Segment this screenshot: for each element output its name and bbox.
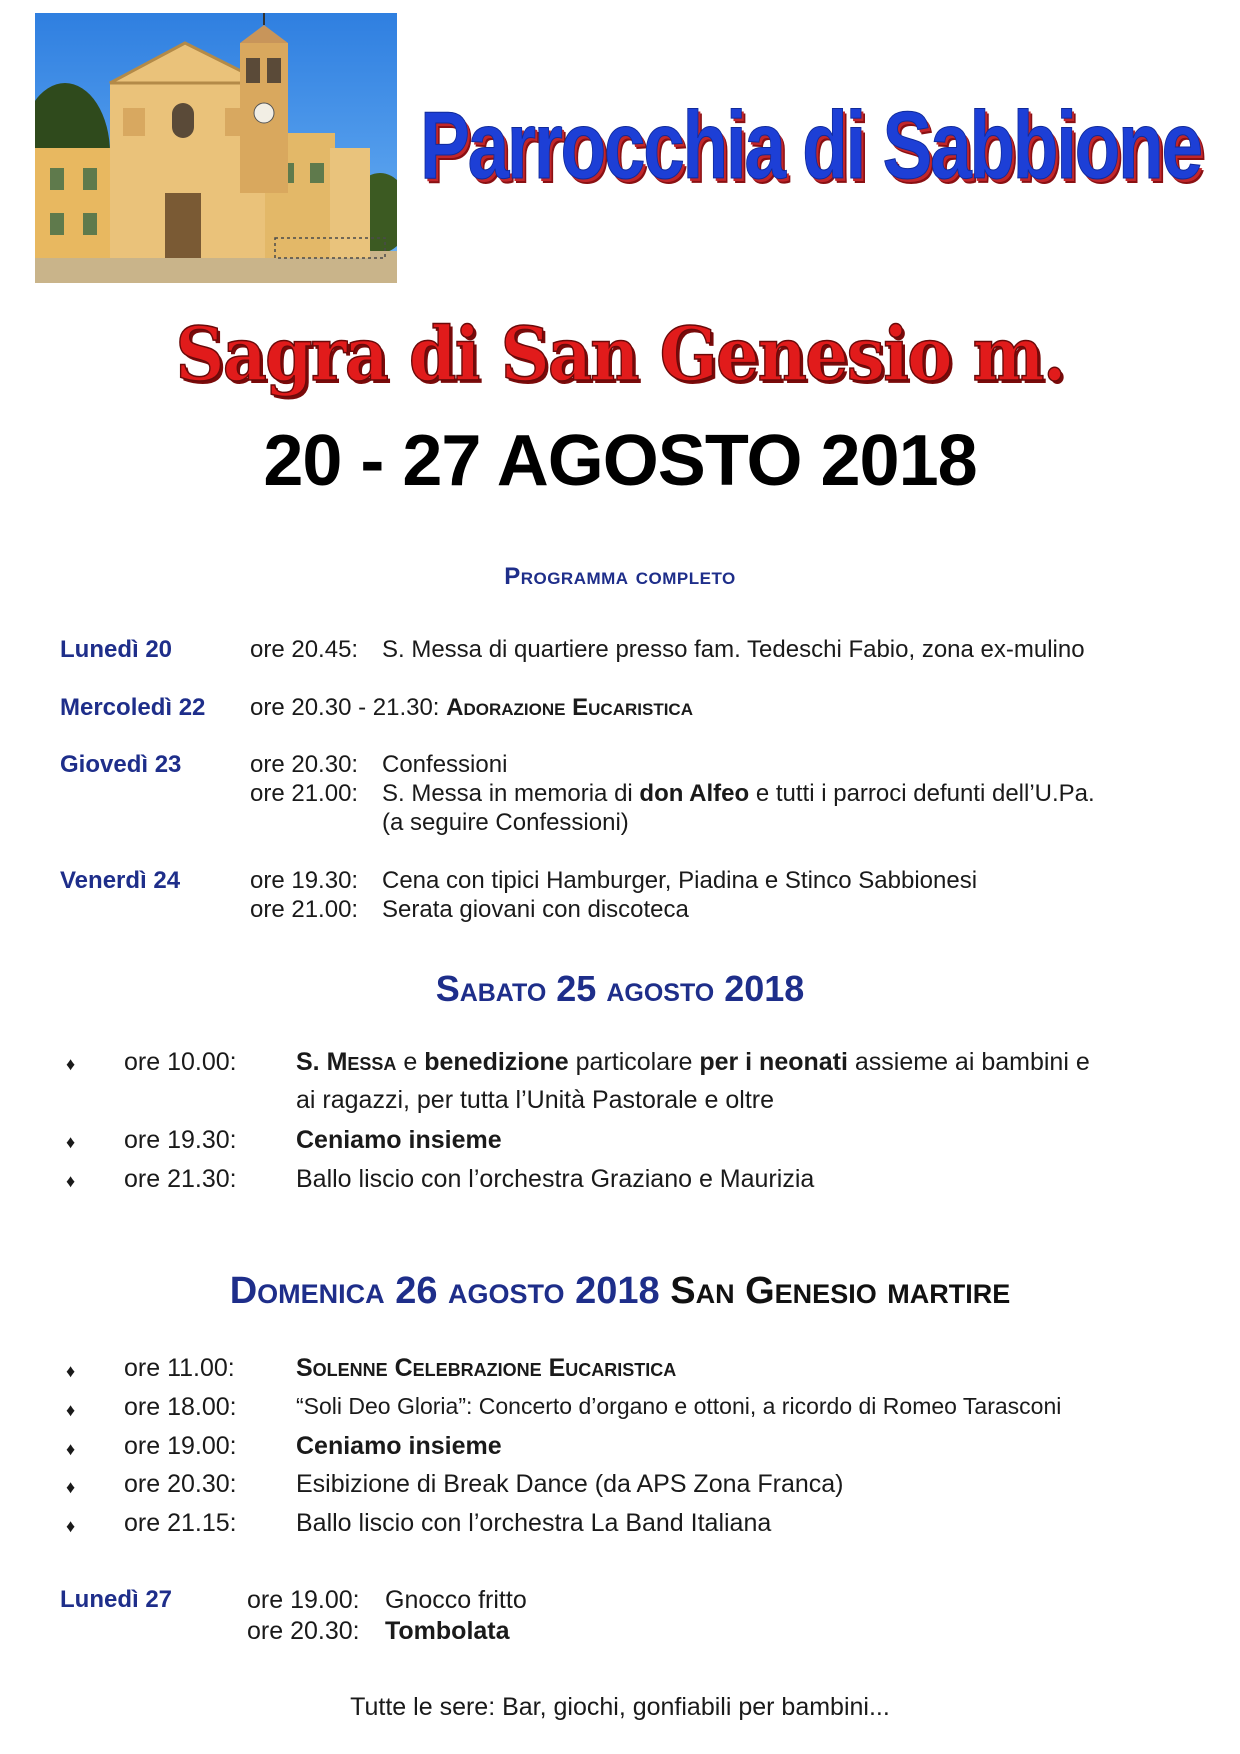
- bullet: ♦: [66, 1361, 76, 1381]
- schedule-line: ore 19.00: Gnocco fritto: [247, 1586, 527, 1614]
- item-text: Ballo liscio con l’orchestra Graziano e Maurizia: [296, 1165, 815, 1193]
- bullet: ♦: [66, 1400, 76, 1420]
- item-time: ore 18.00:: [124, 1393, 237, 1421]
- item-text: Ceniamo insieme: [296, 1126, 502, 1154]
- parish-title: Parrocchia di Sabbione: [420, 92, 1201, 199]
- bullet: ♦: [66, 1439, 76, 1459]
- day-label: Lunedì 27: [60, 1586, 173, 1613]
- bullet: ♦: [66, 1132, 76, 1152]
- bullet: ♦: [66, 1477, 76, 1497]
- schedule-line: ore 19.30: Cena con tipici Hamburger, Piadina e Stinco Sabbionesi: [250, 867, 978, 894]
- schedule-line: ore 20.30: Confessioni: [250, 751, 508, 778]
- item-text: Ceniamo insieme: [296, 1432, 502, 1460]
- item-text: Esibizione di Break Dance (da APS Zona Franca): [296, 1470, 844, 1498]
- item-text-continued: ai ragazzi, per tutta l’Unità Pastorale e oltre: [296, 1086, 775, 1114]
- bullet: ♦: [66, 1171, 76, 1191]
- item-time: ore 19.30:: [124, 1126, 237, 1154]
- item-time: ore 11.00:: [124, 1354, 235, 1382]
- item-text: “Soli Deo Gloria”: Concerto d’organo e ottoni, a ricordo di Romeo Tarasconi: [296, 1393, 1062, 1419]
- date-title: 20 - 27 AGOSTO 2018: [263, 421, 977, 501]
- sunday-title: Domenica 26 agosto 2018 San Genesio martire: [229, 1270, 1011, 1312]
- church-illustration: [35, 13, 397, 283]
- day-label: Venerdì 24: [60, 867, 181, 894]
- church-photo: [35, 13, 397, 283]
- schedule-line: ore 21.00: S. Messa in memoria di don Alfeo e tutti i parroci defunti dell’U.Pa.: [250, 780, 1095, 807]
- saturday-title: Sabato 25 agosto 2018: [435, 968, 805, 1009]
- schedule-line: (a seguire Confessioni): [382, 809, 629, 836]
- item-time: ore 10.00:: [124, 1048, 237, 1076]
- schedule-line: ore 20.30 - 21.30: Adorazione Eucaristica: [250, 694, 693, 721]
- day-label: Mercoledì 22: [60, 694, 206, 721]
- schedule-line: ore 20.30: Tombolata: [247, 1617, 510, 1645]
- item-time: ore 19.00:: [124, 1432, 237, 1460]
- schedule-line: ore 21.00: Serata giovani con discoteca: [250, 896, 689, 923]
- item-time: ore 21.15:: [124, 1509, 237, 1537]
- item-text: Ballo liscio con l’orchestra La Band Italiana: [296, 1509, 772, 1537]
- bullet: ♦: [66, 1516, 76, 1536]
- item-time: ore 21.30:: [124, 1165, 237, 1193]
- item-text: S. Messa e benedizione particolare per i neonati assieme ai bambini e: [296, 1048, 1090, 1076]
- feast-title: Sagra di San Genesio m.: [175, 312, 1065, 398]
- day-label: Giovedì 23: [60, 751, 182, 778]
- bullet: ♦: [66, 1054, 76, 1074]
- item-time: ore 20.30:: [124, 1470, 237, 1498]
- schedule-line: ore 20.45: S. Messa di quartiere presso fam. Tedeschi Fabio, zona ex-mulino: [250, 636, 1085, 663]
- program-heading: Programma completo: [504, 563, 736, 590]
- day-label: Lunedì 20: [60, 636, 173, 663]
- footer-note: Tutte le sere: Bar, giochi, gonfiabili per bambini...: [350, 1693, 890, 1721]
- item-text: Solenne Celebrazione Eucaristica: [296, 1354, 677, 1382]
